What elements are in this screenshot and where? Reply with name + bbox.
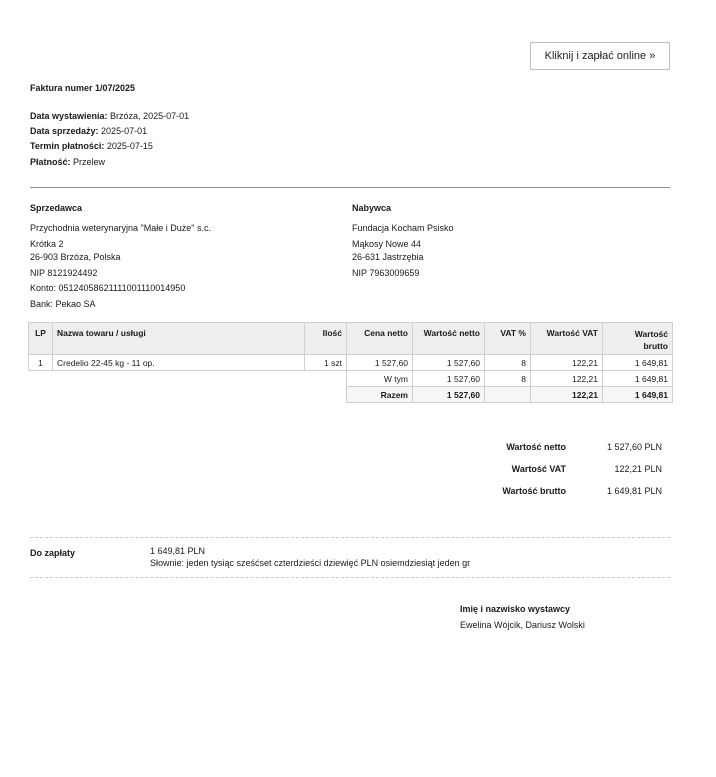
table-row-razem xyxy=(29,387,673,403)
invoice-title: Faktura numer 1/07/2025 xyxy=(30,83,136,93)
razem-label: Razem xyxy=(347,387,413,403)
seller-name: Przychodnia weterynaryjna "Małe i Duże" s.c. xyxy=(30,223,211,233)
issuer-names: Ewelina Wójcik, Dariusz Wolski xyxy=(460,620,585,630)
seller-bank: Bank: Pekao SA xyxy=(30,298,96,309)
col-header-vat-value: Wartość VAT xyxy=(531,323,603,355)
to-pay-words: Słownie: jeden tysiąc sześćset czterdzieści dziewięć PLN osiemdziesiąt jeden gr xyxy=(150,558,471,568)
col-header-gross-line2: brutto xyxy=(643,341,668,351)
col-header-qty: Ilość xyxy=(305,323,347,355)
seller-street: Krótka 2 xyxy=(30,238,64,249)
totals-summary xyxy=(470,436,662,502)
wtym-vat-value: 122,21 xyxy=(531,371,603,387)
col-header-vat-pct: VAT % xyxy=(485,323,531,355)
cell-vat-value: 122,21 xyxy=(531,355,603,371)
totals-row xyxy=(470,480,662,502)
issue-date-value: Brzóza, 2025-07-01 xyxy=(110,111,190,121)
col-header-gross-line1: Wartość xyxy=(634,329,668,339)
razem-vat-pct xyxy=(485,387,531,403)
razem-vat-value: 122,21 xyxy=(531,387,603,403)
sale-date-value: 2025-07-01 xyxy=(101,126,148,136)
cell-net-price: 1 527,60 xyxy=(347,355,413,371)
divider xyxy=(30,187,670,188)
totals-row xyxy=(470,458,662,480)
due-date xyxy=(30,138,153,154)
issuer-heading: Imię i nazwisko wystawcy xyxy=(460,604,571,614)
buyer-name: Fundacja Kocham Psisko xyxy=(352,223,454,233)
to-pay-label: Do zapłaty xyxy=(30,548,76,558)
wtym-gross: 1 649,81 xyxy=(603,371,673,387)
seller-nip: NIP 8121924492 xyxy=(30,267,98,278)
divider xyxy=(30,577,670,578)
wtym-net-value: 1 527,60 xyxy=(413,371,485,387)
totals-row xyxy=(470,436,662,458)
buyer-heading: Nabywca xyxy=(352,203,392,213)
totals-label: Wartość brutto xyxy=(502,486,566,496)
table-header-row xyxy=(29,323,673,355)
sale-date xyxy=(30,123,147,139)
table-row-wtym xyxy=(29,371,673,387)
cell-lp: 1 xyxy=(29,355,53,371)
razem-gross: 1 649,81 xyxy=(603,387,673,403)
payment-method-value: Przelew xyxy=(73,157,106,167)
buyer-city: 26-631 Jastrzębia xyxy=(352,252,424,262)
totals-value: 1 649,81 PLN xyxy=(606,486,662,496)
col-header-net-value: Wartość netto xyxy=(413,323,485,355)
issue-date xyxy=(30,108,189,124)
cell-vat-pct: 8 xyxy=(485,355,531,371)
col-header-net-price: Cena netto xyxy=(347,323,413,355)
totals-value: 1 527,60 PLN xyxy=(606,442,662,452)
divider xyxy=(30,537,670,538)
totals-value: 122,21 PLN xyxy=(614,464,662,474)
blank-cell xyxy=(29,387,347,403)
due-date-label: Termin płatności: xyxy=(30,141,105,151)
wtym-vat-pct: 8 xyxy=(485,371,531,387)
col-header-lp: LP xyxy=(29,323,53,355)
buyer-block xyxy=(352,200,454,280)
totals-label: Wartość VAT xyxy=(511,464,566,474)
buyer-nip: NIP 7963009659 xyxy=(352,267,420,278)
col-header-name: Nazwa towaru / usługi xyxy=(53,323,305,355)
issue-date-label: Data wystawienia: xyxy=(30,111,108,121)
table-row xyxy=(29,355,673,371)
cell-gross: 1 649,81 xyxy=(603,355,673,371)
pay-online-button[interactable]: Kliknij i zapłać online » xyxy=(530,42,670,70)
sale-date-label: Data sprzedaży: xyxy=(30,126,99,136)
blank-cell xyxy=(29,371,347,387)
wtym-label: W tym xyxy=(347,371,413,387)
seller-city: 26-903 Brzóza, Polska xyxy=(30,252,121,262)
cell-net-value: 1 527,60 xyxy=(413,355,485,371)
razem-net-value: 1 527,60 xyxy=(413,387,485,403)
col-header-gross xyxy=(603,323,673,355)
payment-method-label: Płatność: xyxy=(30,157,71,167)
cell-name: Credelio 22-45 kg - 11 op. xyxy=(53,355,305,371)
to-pay-amount: 1 649,81 PLN xyxy=(150,546,206,556)
seller-block xyxy=(30,200,211,311)
payment-method xyxy=(30,154,105,170)
seller-account: Konto: 05124058621111001110014950 xyxy=(30,283,186,293)
totals-label: Wartość netto xyxy=(506,442,566,452)
due-date-value: 2025-07-15 xyxy=(106,141,153,151)
cell-qty: 1 szt xyxy=(305,355,347,371)
seller-heading: Sprzedawca xyxy=(30,203,83,213)
buyer-street: Mąkosy Nowe 44 xyxy=(352,238,422,249)
items-table xyxy=(28,322,673,403)
